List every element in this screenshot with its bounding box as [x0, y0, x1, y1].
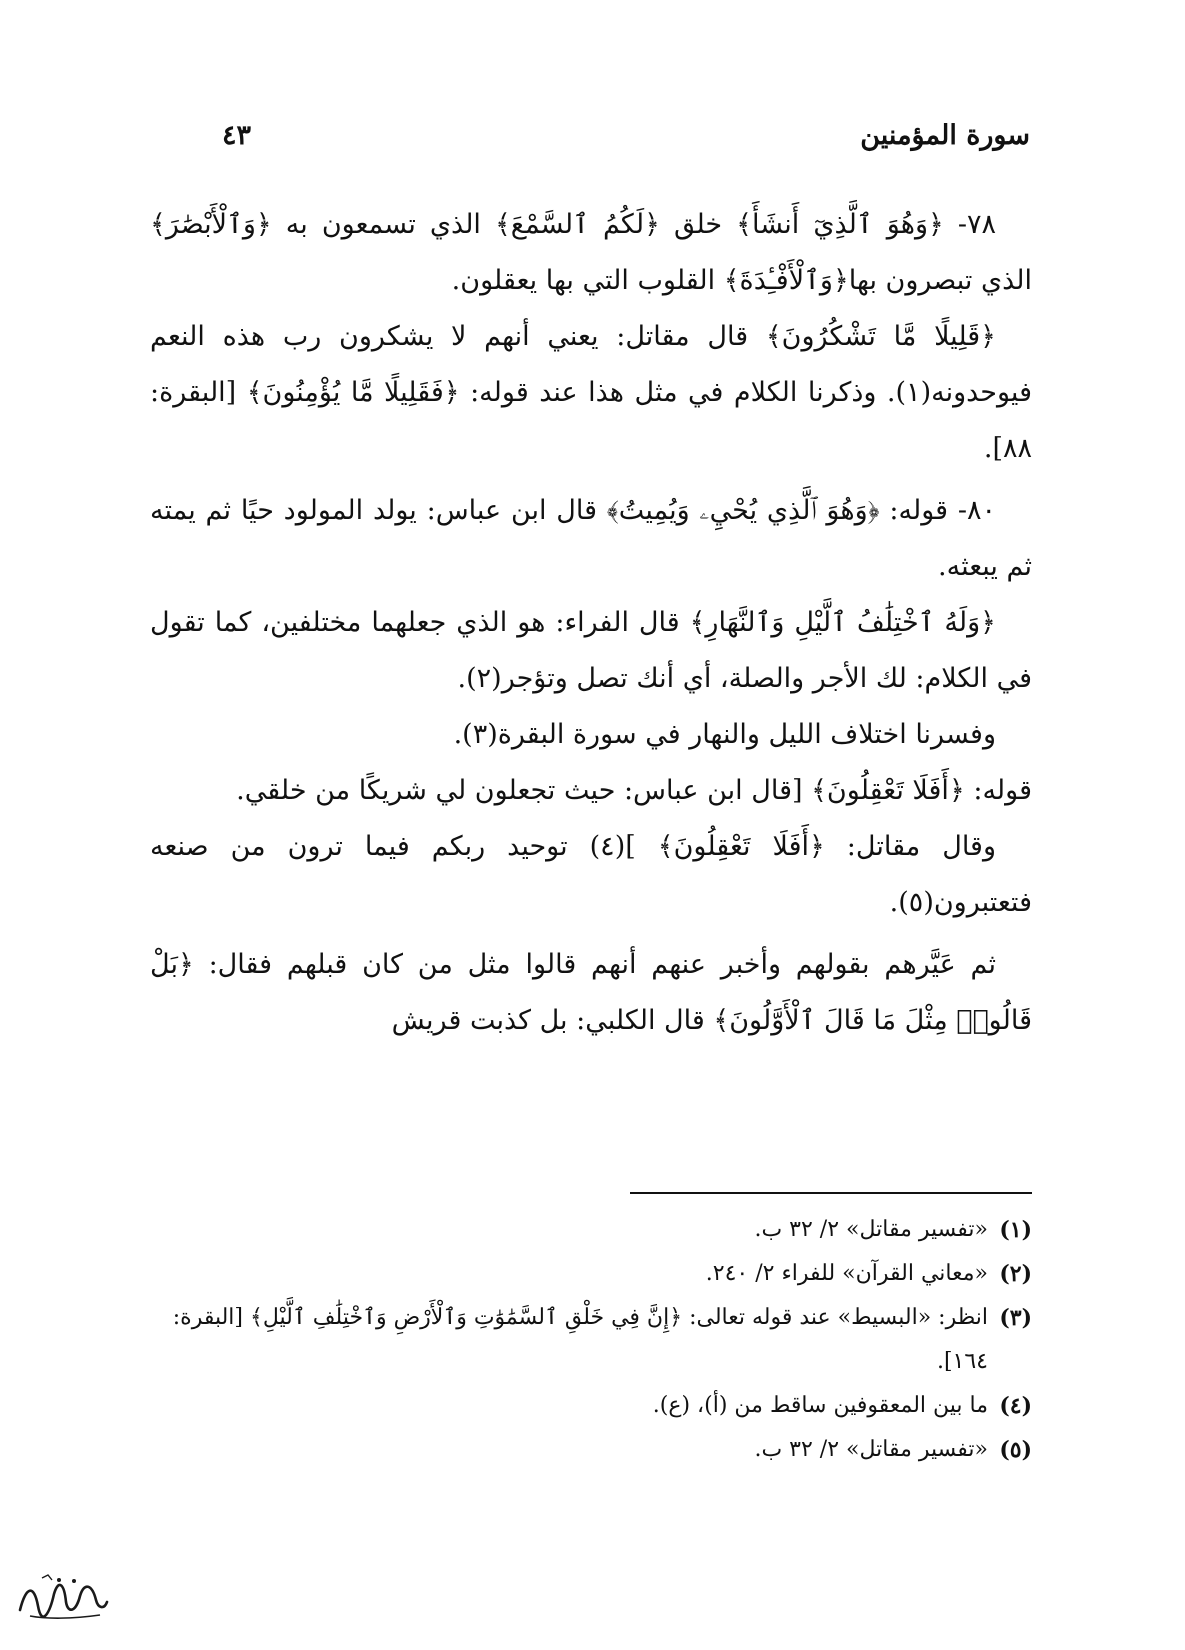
footnote-text: انظر: «البسيط» عند قوله تعالى: ﴿إِنَّ فِي خَلْقِ ٱلسَّمَٰوَٰتِ وَٱلْأَرْضِ وَٱخْتِلَٰفِ ٱلَّيْلِ﴾ [البقرة: ١٦٤]. — [172, 1305, 988, 1374]
paragraph-verse-80: ٨٠- قوله: ﴿وَهُوَ ٱلَّذِي يُحْيِۦ وَيُمِيتُ﴾ قال ابن عباس: يولد المولود حيًا ثم يمته ثم يبعثه. — [150, 495, 1032, 582]
footnote-divider — [630, 1192, 1032, 1194]
main-text — [150, 197, 1032, 1049]
footnote-number: (٥) — [999, 1437, 1032, 1463]
paragraph-gratitude: ﴿قَلِيلًا مَّا تَشْكُرُونَ﴾ قال مقاتل: يعني أنهم لا يشكرون رب هذه النعم فيوحدونه(١). وذكرنا الكلام في مثل هذا عند قوله: ﴿فَقَلِيلًا مَّا يُؤْمِنُونَ﴾ [البقرة: ٨٨]. — [150, 321, 1032, 464]
footnote-item — [150, 1208, 1032, 1252]
page-number: ٤٣ — [222, 120, 252, 151]
surah-title: سورة المؤمنين — [860, 120, 1030, 151]
footnote-text: ما بين المعقوفين ساقط من (أ)، (ع). — [652, 1393, 988, 1418]
paragraph-night-day: ﴿وَلَهُ ٱخْتِلَٰفُ ٱلَّيْلِ وَٱلنَّهَارِ﴾ قال الفراء: هو الذي جعلهما مختلفين، كما تقول في الكلام: لك الأجر والصلة، أي أنك تصل وتؤجر(٢). — [150, 607, 1032, 694]
footnote-text: «معاني القرآن» للفراء ٢/ ٢٤٠. — [705, 1261, 988, 1286]
paragraph-baqara-reference: وفسرنا اختلاف الليل والنهار في سورة البقرة(٣). — [453, 719, 996, 750]
footnote-number: (٤) — [999, 1393, 1032, 1419]
footnote-number: (١) — [999, 1217, 1032, 1243]
footnotes — [150, 1208, 1032, 1472]
paragraph-verse-78: ٧٨- ﴿وَهُوَ ٱلَّذِيٓ أَنشَأَ﴾ خلق ﴿لَكُمُ ٱلسَّمْعَ﴾ الذي تسمعون به ﴿وَٱلْأَبْصَٰرَ﴾ الذي تبصرون بها﴿وَٱلْأَفْـِٔدَةَ﴾ القلوب التي بها يعقلون. — [150, 209, 1032, 296]
library-calligraphy-stamp-icon — [12, 1572, 112, 1622]
footnote-item — [150, 1252, 1032, 1296]
paragraph-muqatil: وقال مقاتل: ﴿أَفَلَا تَعْقِلُونَ﴾ ](٤) توحيد ربكم فيما ترون من صنعه فتعتبرون(٥). — [150, 831, 1032, 918]
footnote-item — [150, 1296, 1032, 1384]
footnote-text: «تفسير مقاتل» ٢/ ٣٢ ب. — [754, 1437, 988, 1462]
footnote-item — [150, 1384, 1032, 1428]
paragraph-ibn-abbas: قوله: ﴿أَفَلَا تَعْقِلُونَ﴾ [قال ابن عباس: حيث تجعلون لي شريكًا من خلقي. — [236, 775, 1032, 806]
footnote-number: (٢) — [999, 1261, 1032, 1287]
footnote-number: (٣) — [999, 1305, 1032, 1331]
footnote-text: «تفسير مقاتل» ٢/ ٣٢ ب. — [754, 1217, 988, 1242]
page-header — [150, 120, 1030, 160]
paragraph-verse-81: ثم عَيَّرهم بقولهم وأخبر عنهم أنهم قالوا مثل من كان قبلهم فقال: ﴿بَلْ قَالُوا۟ مِثْلَ مَا قَالَ ٱلْأَوَّلُونَ﴾ قال الكلبي: بل كذبت قريش — [150, 949, 1032, 1036]
footnote-item — [150, 1428, 1032, 1472]
